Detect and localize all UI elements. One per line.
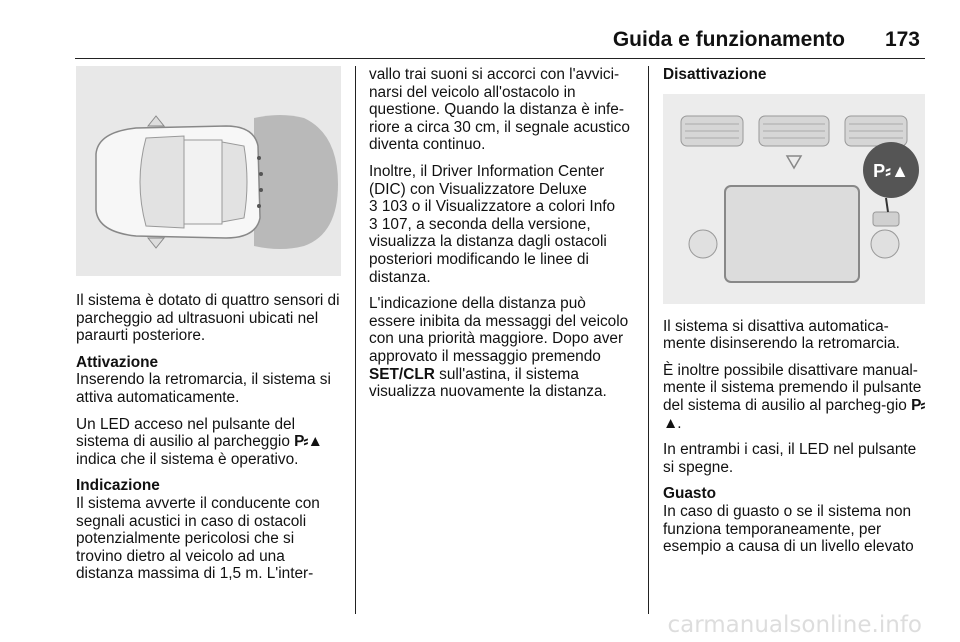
intro-paragraph: Il sistema è dotato di quattro sensori di parcheggio ad ultrasuoni ubicati nel paraurti posteriore. <box>76 292 340 345</box>
interval-paragraph: vallo trai suoni si accorci con l'avvici-narsi del veicolo all'ostacolo in questione. Quando la distanza è infe-riore a circa 30 cm, il segnale acustico diventa continuo. <box>369 66 630 154</box>
manual-off-paragraph <box>663 362 931 432</box>
page-header <box>0 28 960 58</box>
car-sensor-illustration <box>76 66 341 276</box>
inhibit-text-b: sull'astina, il sistema visualizza nuovamente la distanza. <box>369 365 607 401</box>
indicazione-text: Il sistema avverte il conducente con segnali acustici in caso di ostacoli potenzialmente pericolosi che si trovino dietro al veicolo ad una distanza massima di 1,5 m. L'inter- <box>76 494 320 583</box>
park-assist-button-icon: P⸗▲ <box>873 160 909 181</box>
page-ref-103: 3 103 o il Visualizzatore a colori Info <box>369 198 616 216</box>
inhibit-paragraph <box>369 295 634 401</box>
manual-off-text-a: È inoltre possibile disattivare manual-mente il sistema premendo il pulsante del sistema di ausilio al parcheg-gio <box>663 361 922 414</box>
park-assist-symbol-icon: P⸗▲ <box>663 396 925 432</box>
guasto-block <box>663 485 931 555</box>
attivazione-text: Inserendo la retromarcia, il sistema si attiva automaticamente. <box>76 371 331 406</box>
dic-paragraph <box>369 163 634 286</box>
section-title: Guida e funzionamento <box>612 28 845 51</box>
led-paragraph <box>76 416 344 469</box>
indicazione-block <box>76 477 344 583</box>
header-rule <box>75 58 925 59</box>
heading-attivazione: Attivazione <box>76 353 159 371</box>
heading-disattivazione: Disattivazione <box>663 66 767 83</box>
column-1 <box>76 66 344 592</box>
dashboard-illustration <box>663 94 925 304</box>
auto-off-paragraph: Il sistema si disattiva automatica-mente disinserendo la retromarcia. <box>663 317 900 353</box>
dic-text-b: visualizza la distanza dagli ostacoli posteriori modificando le linee di distanza. <box>369 233 607 286</box>
dic-text-a: Inoltre, il Driver Information Center (DIC) con Visualizzatore Deluxe <box>369 162 605 198</box>
heading-guasto: Guasto <box>663 485 717 503</box>
inhibit-text-a: L'indicazione della distanza può essere inibita da messaggi del veicolo con una priorità maggiore. Dopo aver approvato il messaggio premendo <box>369 295 629 365</box>
column-2 <box>369 66 634 410</box>
page-number: 173 <box>884 28 920 51</box>
column-3 <box>663 66 931 565</box>
column-divider <box>648 66 649 614</box>
led-text-a: Un LED acceso nel pulsante del sistema di ausilio al parcheggio <box>76 415 296 451</box>
manual-off-text-b: . <box>677 414 682 432</box>
led-text-b: indica che il sistema è operativo. <box>76 450 299 468</box>
set-clr-label: SET/CLR <box>369 365 435 383</box>
led-off-paragraph: In entrambi i casi, il LED nel pulsante si spegne. <box>663 441 917 476</box>
guasto-text: In caso di guasto o se il sistema non funziona temporaneamente, per esempio a causa di un livello elevato <box>663 502 914 556</box>
page-ref-107: 3 107, a seconda della versione, <box>369 215 591 233</box>
heading-indicazione: Indicazione <box>76 477 160 495</box>
attivazione-block <box>76 354 344 407</box>
column-divider <box>355 66 356 614</box>
park-assist-symbol-icon: P⸗▲ <box>294 433 322 451</box>
watermark: carmanualsonline.info <box>667 612 922 638</box>
